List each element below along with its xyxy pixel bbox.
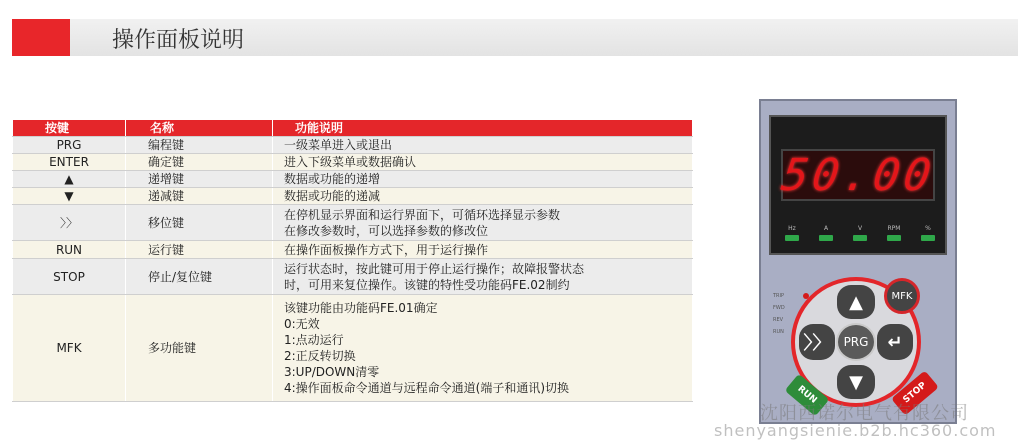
mfk-button[interactable]: MFK bbox=[884, 278, 920, 314]
column-header-function: 功能说明 bbox=[273, 120, 693, 137]
table-row bbox=[13, 241, 693, 259]
operation-panel-image bbox=[759, 99, 957, 424]
desc-cell bbox=[273, 205, 693, 241]
desc-cell bbox=[273, 171, 693, 188]
desc-line: 数据或功能的递减 bbox=[284, 189, 381, 203]
column-header-key: 按键 bbox=[13, 120, 126, 137]
status-label: TRIP bbox=[773, 293, 785, 299]
table-row bbox=[13, 295, 693, 402]
enter-button[interactable]: ↵ bbox=[877, 324, 913, 360]
led-rpm bbox=[883, 225, 905, 241]
desc-cell bbox=[273, 241, 693, 259]
desc-cell bbox=[273, 188, 693, 205]
page-title: 操作面板说明 bbox=[112, 28, 245, 53]
led-v bbox=[849, 225, 871, 241]
display-window bbox=[769, 115, 947, 255]
desc-line: 时，可用来复位操作。该键的特性受功能码FE.02制约 bbox=[284, 277, 570, 292]
table-row bbox=[13, 154, 693, 171]
up-button[interactable]: ▲ bbox=[837, 285, 875, 319]
desc-line: 2:正反转切换 bbox=[284, 349, 356, 363]
status-label: RUN bbox=[773, 329, 784, 335]
down-button[interactable]: ▼ bbox=[837, 365, 875, 399]
key-cell: ▼ bbox=[13, 188, 126, 205]
led-indicator bbox=[785, 235, 799, 241]
desc-line: 数据或功能的递增 bbox=[284, 172, 381, 186]
desc-line: 0:无效 bbox=[284, 317, 320, 331]
led-a bbox=[815, 225, 837, 241]
led-hz bbox=[781, 225, 803, 241]
desc-cell bbox=[273, 137, 693, 154]
desc-cell bbox=[273, 295, 693, 402]
status-label: REV bbox=[773, 317, 784, 323]
table-row bbox=[13, 205, 693, 241]
key-cell: ENTER bbox=[13, 154, 126, 171]
display-value: 50.00 bbox=[778, 149, 938, 201]
status-label: FWD bbox=[773, 305, 785, 311]
table-header-row bbox=[13, 120, 693, 137]
led-label: % bbox=[925, 225, 931, 232]
watermark-company: 沈阳西诺尔电气有限公司 bbox=[760, 403, 969, 424]
stop-button[interactable]: STOP bbox=[891, 370, 939, 415]
led-display bbox=[778, 149, 938, 201]
desc-line: 4:操作面板命令通道与远程命令通道(端子和通讯)切换 bbox=[284, 381, 570, 395]
table-row bbox=[13, 188, 693, 205]
led-label: V bbox=[857, 225, 863, 232]
desc-line: 在停机显示界面和运行界面下，可循环选择显示参数 bbox=[284, 207, 561, 222]
desc-line: 该键功能由功能码FE.01确定 bbox=[284, 301, 438, 315]
name-cell: 递减键 bbox=[126, 188, 273, 205]
led-label: A bbox=[823, 225, 829, 232]
desc-cell bbox=[273, 259, 693, 295]
desc-line: 在操作面板操作方式下，用于运行操作 bbox=[284, 242, 489, 257]
led-indicator bbox=[887, 235, 901, 241]
table-row bbox=[13, 137, 693, 154]
table-row bbox=[13, 259, 693, 295]
unit-leds bbox=[781, 225, 939, 241]
name-cell: 停止/复位键 bbox=[126, 259, 273, 295]
key-cell: RUN bbox=[13, 241, 126, 259]
shift-button[interactable]: 〉〉 bbox=[799, 324, 835, 360]
name-cell: 确定键 bbox=[126, 154, 273, 171]
key-cell: PRG bbox=[13, 137, 126, 154]
key-table bbox=[12, 119, 693, 402]
desc-line: 运行状态时，按此键可用于停止运行操作；故障报警状态 bbox=[284, 261, 585, 276]
desc-line: 1:点动运行 bbox=[284, 333, 344, 347]
led-indicator bbox=[921, 235, 935, 241]
led-indicator bbox=[819, 235, 833, 241]
key-cell: STOP bbox=[13, 259, 126, 295]
name-cell: 递增键 bbox=[126, 171, 273, 188]
desc-line: 3:UP/DOWN清零 bbox=[284, 365, 380, 379]
run-button[interactable]: RUN bbox=[785, 374, 830, 417]
name-cell: 移位键 bbox=[126, 205, 273, 241]
desc-line: 一级菜单进入或退出 bbox=[284, 138, 393, 152]
desc-cell bbox=[273, 154, 693, 171]
desc-line: 在修改参数时，可以选择参数的修改位 bbox=[284, 223, 489, 238]
header-accent bbox=[12, 19, 70, 56]
key-cell: 〉〉 bbox=[13, 205, 126, 241]
desc-line: 进入下级菜单或数据确认 bbox=[284, 155, 417, 169]
led-label: RPM bbox=[887, 225, 901, 232]
watermark-url: shenyangsienie.b2b.hc360.com bbox=[714, 421, 997, 440]
prg-button[interactable]: PRG bbox=[836, 323, 876, 361]
led-indicator bbox=[853, 235, 867, 241]
name-cell: 运行键 bbox=[126, 241, 273, 259]
led-percent bbox=[917, 225, 939, 241]
column-header-name: 名称 bbox=[126, 120, 273, 137]
key-cell: MFK bbox=[13, 295, 126, 402]
led-label: Hz bbox=[788, 225, 796, 232]
key-cell: ▲ bbox=[13, 171, 126, 188]
name-cell: 多功能键 bbox=[126, 295, 273, 402]
table-row bbox=[13, 171, 693, 188]
name-cell: 编程键 bbox=[126, 137, 273, 154]
